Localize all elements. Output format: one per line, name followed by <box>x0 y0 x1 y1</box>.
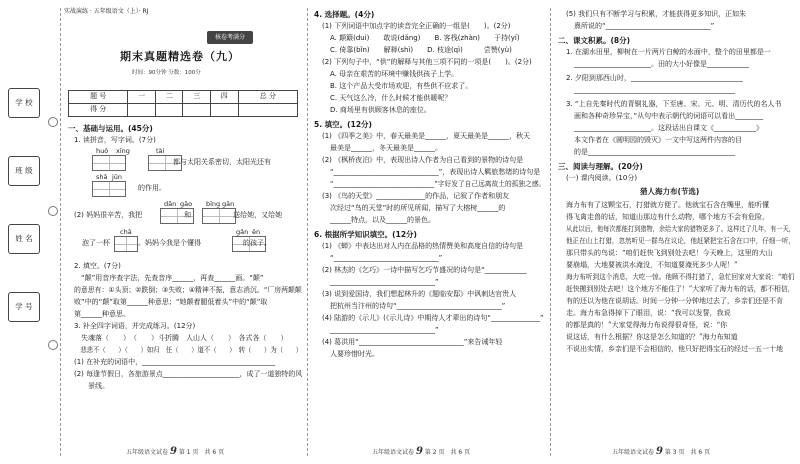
section-1-heading: 一、基础与运用。(45分) <box>68 124 153 133</box>
subsection-heading: (一) 课内阅读。(10分) <box>566 174 638 182</box>
label-school: 学 校 <box>8 88 40 118</box>
q3-line: 景线。 <box>88 382 109 390</box>
q1-line: 的作用。 <box>82 184 166 192</box>
pinyin: gǎn <box>236 228 249 236</box>
q1-line: (2) 妈妈很辛苦，我把 和 送给她，又给她 <box>74 211 283 219</box>
score-head: 总 分 <box>238 91 297 104</box>
q2-line: 败”中的“颠”取第______种意思；“她颠着腿低着头”中的“颠”取 <box>74 298 268 306</box>
q2-line: 第______种意思。 <box>74 310 130 318</box>
q4-line: (2) 下列句子中，“供”的解释与其他三项不同的一项是( )。(2分) <box>322 58 532 66</box>
pinyin: shā <box>96 173 108 181</box>
footer-number: 9 <box>655 446 663 457</box>
question-6: 6. 根据所学知识填空。(12分) <box>314 230 417 239</box>
pinyin: chā <box>120 228 132 236</box>
section-3-heading: 三、阅读与理解。(20分) <box>558 162 643 171</box>
section-2-heading: 二、课文积累。(8分) <box>558 36 631 45</box>
score-cell[interactable] <box>211 104 239 117</box>
footer-text: 五年级语文试卷 <box>126 449 169 456</box>
passage-line: 海力布有了这颗宝石，打猎就方便了。他就宝石含在嘴里，能听懂 <box>566 201 769 209</box>
q4-option: A. 颠簸(duì) 敢说(dǎng) B. 客栈(zhàn) 于持(yí) <box>330 34 520 42</box>
footer-page: 第 1 页 共 6 页 <box>178 449 225 456</box>
q6-line: ______________________________” <box>330 278 439 286</box>
q6-line: 熹所说的“______________________________” <box>574 22 715 30</box>
score-head: 二 <box>155 91 183 104</box>
passage-title: 猎人海力布(节选) <box>640 187 700 196</box>
s2-line: ______________________________________________ <box>574 86 735 94</box>
q5-line: “______________________________”，表现出诗人羁旅愁绪的诗句是 <box>330 168 541 176</box>
passage-line: 海力布听到这个消息，大吃一惊。他顾不得打猎了，急忙回家对大家说：“咱们 <box>566 273 795 281</box>
label-class: 班 级 <box>8 156 40 186</box>
q6-line: (1) 《蝉》中表达出对人内在品格的热情赞美和高度自信的诗句是 <box>322 242 524 250</box>
page-footer <box>612 445 710 458</box>
score-row-label: 得 分 <box>69 104 128 117</box>
question-2: 2. 填空。(7分) <box>74 262 121 270</box>
page-header: 实战演练 · 五年级语文（上）· RJ <box>64 8 149 15</box>
q6-line: 把杭州当汴州的诗句“______________________________” <box>330 302 506 310</box>
footer-page: 第 3 页 共 6 页 <box>664 449 711 456</box>
score-cell[interactable] <box>183 104 211 117</box>
page-footer <box>126 445 224 458</box>
score-table <box>68 90 298 117</box>
q4-option: C. 倚靠(bǐn) 解释(shì) D. 枝途(qì) 尝赞(yù) <box>330 46 512 54</box>
passage-line: 赶快搬到别处去吧！这个地方不能住了！”大家听了海力布的话，都不相信， <box>566 285 795 293</box>
pinyin: bīng <box>206 200 221 208</box>
pinyin: gān <box>222 200 235 208</box>
page-divider-2 <box>550 8 551 456</box>
label-name: 姓 名 <box>8 224 40 254</box>
passage-line: 有的还以为他在说胡话。时间一分钟一分钟地过去了，乡亲们还是不肯 <box>566 297 783 305</box>
passage-line: 走。海力布急得掉下了眼泪，说：“我可以发誓，我说 <box>566 309 731 317</box>
q3-line: (1) 在补充的词语中，______________________________________ <box>74 358 276 366</box>
q6-line: (3) 说到爱国诗，我们想起林升的《题临安邸》中讽刺达官贵人 <box>322 290 517 298</box>
binding-hole <box>48 206 58 216</box>
page-footer <box>372 445 470 458</box>
q4-option: C. 天气这么冷，什么时候才能供暖呢？ <box>330 94 452 102</box>
footer-number: 9 <box>169 446 177 457</box>
q4-option: B. 这个产品大受市场欢迎，有些供不应求了。 <box>330 82 473 90</box>
footer-text: 五年级语文试卷 <box>372 449 415 456</box>
binding-hole <box>48 340 58 350</box>
q5-line: 次经过“鸟的天堂”时的所见所闻，描写了大榕树______的 <box>330 204 506 212</box>
passage-line: 那只带头的鸟说：“咱们赶快飞到别处去吧！今天晚上，这里的大山 <box>566 249 773 257</box>
passage-line: 不说出实情，乡亲们是不会相信的，他只好把得宝石的经过一五一十地 <box>566 345 783 353</box>
passage-line: 从此以后，他每次都能打到猎物，余给大家的猎物更多了。这样过了几年，有一天， <box>566 225 795 233</box>
question-4: 4. 选择题。(4分) <box>314 10 375 19</box>
footer-text: 五年级语文试卷 <box>612 449 655 456</box>
score-cell[interactable] <box>238 104 297 117</box>
q3-line: (2) 每逢节假日，各旅游景点______________________，成了一道独特的风 <box>74 370 303 378</box>
passage-line: 要崩塌，大地要被洪水淹没，不知道要淹死多少人呢！” <box>566 261 738 269</box>
q3-line: 失魂落（ ） （ ）斗折腾 人山人（ ） 各式各（ ） <box>74 334 288 342</box>
score-cell[interactable] <box>128 104 156 117</box>
binding-line <box>60 8 61 456</box>
pinyin: xīng <box>116 147 130 155</box>
q6-line: (2) 林杰的《乞巧》一诗中描写乞巧节盛况的诗句是“____________ <box>322 266 527 274</box>
s2-line: ______________________。这段话出自课文《____________》 <box>574 124 763 132</box>
s2-line: ______________________。田的大小好像是____________ <box>574 60 749 68</box>
s2-line: 本文作者在《圆明园的毁灭》一文中写这两件内容的目 <box>574 136 742 144</box>
q4-line: (1) 下列词语中加点字的读音完全正确的一组是( )。(2分) <box>322 22 511 30</box>
q1-line: 都与太阳关系密切，太阳光还有 <box>82 158 271 166</box>
q2-line: 的意思有：①头顶；②跌倒；③失败；④精神不振，意志消沉。“厂房两颠颠 <box>74 286 302 294</box>
q2-line: “颠”用音序查字法，先查音序______，再查______画。“颠” <box>74 274 264 282</box>
q4-option: D. 商场里有供顾客休息的座位。 <box>330 106 431 114</box>
passage-line: 说这话，有什么根据？你这是怎么知道的？”海力布知道 <box>566 333 738 341</box>
q5-line: 最美是______，冬天最美是______。 <box>330 144 442 152</box>
passage-line: 他正在山上打猎，忽然听见一群鸟在议论，他赶紧把宝石含在口中，仔细一听， <box>566 237 796 245</box>
q5-line: ______特点，以及______的景色。 <box>330 216 435 224</box>
q1-line: 泡了一杯 。妈妈今我是个懂得 的孩子。 <box>82 239 271 247</box>
pinyin: ēn <box>252 228 261 236</box>
pinyin: tài <box>156 147 165 155</box>
s2-line: 2. 夕阳到那西山时，________________________________ <box>566 74 743 82</box>
q3-line: 悲悲不（ ）（ ）如归 任（ ）道不（ ） 转（ ）为（ ） <box>74 346 303 354</box>
q6-line: ______________________________” <box>330 326 439 334</box>
q6-line: (4) 陆游的《示儿》(《示儿诗》中期待人才辈出的诗句“______________” <box>322 314 544 322</box>
score-head: 四 <box>211 91 239 104</box>
question-3: 3. 补全四字词语，并完成练习。(12分) <box>74 322 196 330</box>
q5-line: (3) 《鸟的天堂》______________的作品，记叙了作者和朋友 <box>322 192 510 200</box>
s2-line: 画和各种奇珍异宝，”从句中表示朝代的词语可以看出________ <box>574 112 764 120</box>
pinyin: jūn <box>112 173 123 181</box>
score-head: 题 号 <box>69 91 128 104</box>
score-head: 一 <box>128 91 156 104</box>
pinyin: gāo <box>180 200 193 208</box>
binding-hole <box>48 117 58 127</box>
exam-title: 期末真题精选卷（九） <box>120 50 240 63</box>
question-1: 1. 读拼音，写字词。(7分) <box>74 136 156 144</box>
q6-line: “______________________________” <box>330 254 443 262</box>
q5-line: (2) 《枫桥夜泊》中，表现出诗人作者为自己看到的景物的诗句是 <box>322 156 524 164</box>
score-head: 三 <box>183 91 211 104</box>
passage-line: 得飞禽走兽的话，知道山那边有什么动物，哪个地方不会有危险， <box>566 213 769 221</box>
s2-line: 3. “上自先秦时代的青铜礼器，下至唐、宋、元、明、清历代的名人书 <box>566 100 782 108</box>
q5-line: (1) 《四季之美》中，春天最美是______，夏天最美是______，秋天 <box>322 132 531 140</box>
label-number: 学 号 <box>8 292 40 322</box>
q5-line: “______________________________”字好发了自己远离故土的孤独之感。 <box>330 180 546 188</box>
score-cell[interactable] <box>155 104 183 117</box>
q6-line: (4) 葛洪用“______________________________”来告诫年轻 <box>322 338 503 346</box>
footer-page: 第 2 页 共 6 页 <box>424 449 471 456</box>
passage-line: 的都是真的！”大家觉得海力布说得很奇怪，说：“你 <box>566 321 728 329</box>
s2-line: 的是__________________________________________ <box>574 148 735 156</box>
page-divider-1 <box>307 8 308 456</box>
pinyin: huǒ <box>96 147 109 155</box>
q6-line: (5) 我们只有不断学习与积累，才能获得更多知识，正如朱 <box>566 10 747 18</box>
q6-line: 人要珍惜时光。 <box>330 350 379 358</box>
q4-option: A. 母亲在艰苦的环境中赚钱供孩子上学。 <box>330 70 459 78</box>
exam-badge: 核卷考满分 <box>207 31 253 44</box>
question-5: 5. 填空。(12分) <box>314 120 372 129</box>
s2-line: 1. 在湖水田里，柳树在一片两片白鲸的水面中，整个的田里都是一 <box>566 48 771 56</box>
footer-number: 9 <box>415 446 423 457</box>
exam-info: 时间：90分钟 分数：100分 <box>132 70 201 76</box>
pinyin: dān <box>164 200 177 208</box>
